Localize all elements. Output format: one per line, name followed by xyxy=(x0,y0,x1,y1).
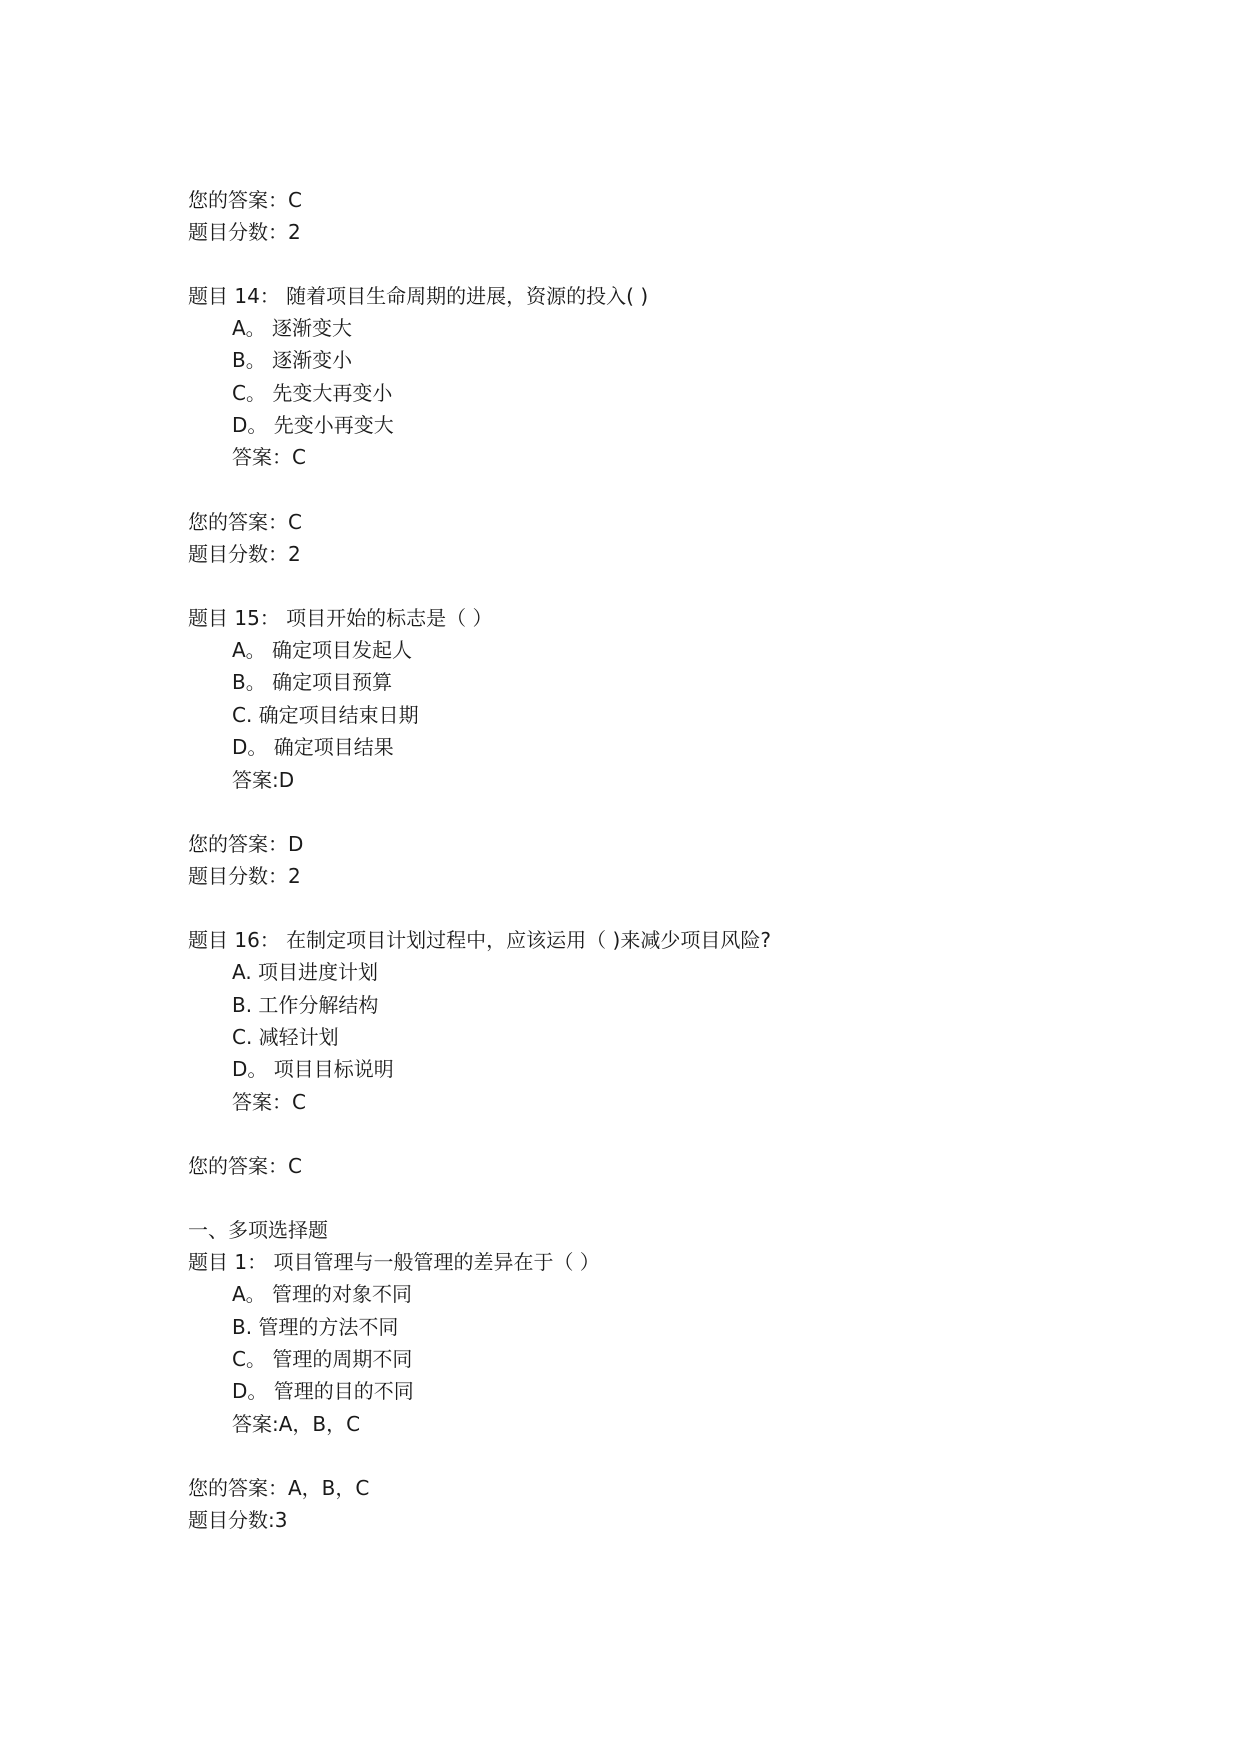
question-16-option-b: B. 工作分解结构 xyxy=(232,993,379,1017)
your-answer-line: 您的答案：C xyxy=(188,1154,302,1178)
question-1-title: 题目 1： 项目管理与一般管理的差异在于（ ） xyxy=(188,1250,600,1274)
score-line: 题目分数:3 xyxy=(188,1508,288,1532)
question-14-title: 题目 14： 随着项目生命周期的进展，资源的投入( ) xyxy=(188,284,649,308)
score-line: 题目分数：2 xyxy=(188,542,301,566)
question-14-option-a: A。 逐渐变大 xyxy=(232,316,353,340)
question-14-option-b: B。 逐渐变小 xyxy=(232,348,353,372)
question-16-option-a: A. 项目进度计划 xyxy=(232,960,379,984)
question-16-answer: 答案：C xyxy=(232,1090,306,1114)
question-1-option-b: B. 管理的方法不同 xyxy=(232,1315,399,1339)
question-1-answer: 答案:A，B，C xyxy=(232,1412,361,1436)
your-answer-line: 您的答案：C xyxy=(188,188,302,212)
question-15-title: 题目 15： 项目开始的标志是（ ） xyxy=(188,606,493,630)
score-line: 题目分数：2 xyxy=(188,864,301,888)
question-16-option-c: C. 减轻计划 xyxy=(232,1025,339,1049)
question-14-answer: 答案：C xyxy=(232,445,306,469)
question-14-option-d: D。 先变小再变大 xyxy=(232,413,394,437)
question-15-option-c: C. 确定项目结束日期 xyxy=(232,703,419,727)
your-answer-line: 您的答案：D xyxy=(188,832,304,856)
your-answer-line: 您的答案：A，B，C xyxy=(188,1476,370,1500)
question-1-option-d: D。 管理的目的不同 xyxy=(232,1379,414,1403)
question-15-option-d: D。 确定项目结果 xyxy=(232,735,394,759)
question-16-option-d: D。 项目目标说明 xyxy=(232,1057,394,1081)
question-1-option-a: A。 管理的对象不同 xyxy=(232,1282,413,1306)
question-1-option-c: C。 管理的周期不同 xyxy=(232,1347,413,1371)
question-16-title: 题目 16： 在制定项目计划过程中，应该运用（ )来减少项目风险? xyxy=(188,928,771,952)
your-answer-line: 您的答案：C xyxy=(188,510,302,534)
question-15-option-b: B。 确定项目预算 xyxy=(232,670,393,694)
question-14-option-c: C。 先变大再变小 xyxy=(232,381,393,405)
question-15-option-a: A。 确定项目发起人 xyxy=(232,638,413,662)
score-line: 题目分数：2 xyxy=(188,220,301,244)
section-heading: 一、多项选择题 xyxy=(188,1218,328,1242)
question-15-answer: 答案:D xyxy=(232,768,295,792)
